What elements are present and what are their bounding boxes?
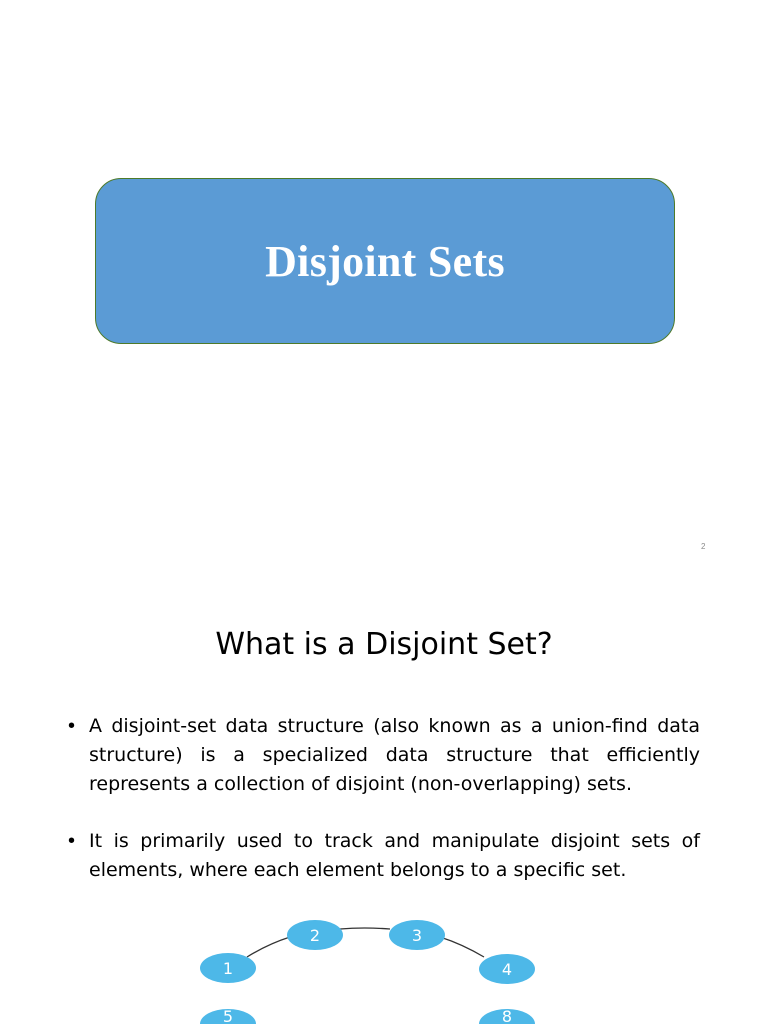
edge-1-2 — [247, 937, 290, 957]
bullet-item — [68, 712, 700, 799]
bullet-marker: • — [68, 715, 76, 737]
bullet-text: A disjoint-set data structure (also known as a union-find data structure) is a specialized data structure that efficiently represents a collection of disjoint (non-overlapping) sets. — [89, 715, 700, 795]
set-node — [389, 920, 445, 950]
bullet-item — [68, 827, 700, 885]
bullet-text: It is primarily used to track and manipulate disjoint sets of elements, where each element belongs to a specific set. — [89, 830, 700, 881]
bullet-list — [68, 712, 700, 913]
slide-heading: What is a Disjoint Set? — [215, 627, 553, 662]
node-label: 5 — [222, 1007, 234, 1024]
bullet-marker: • — [68, 830, 76, 852]
slide-title: Disjoint Sets — [265, 236, 505, 286]
node-label: 2 — [309, 926, 321, 945]
node-label: 8 — [501, 1007, 513, 1024]
set-diagram — [0, 915, 768, 1024]
node-label: 1 — [222, 959, 234, 978]
node-label: 4 — [501, 960, 513, 979]
edge-3-4 — [440, 937, 484, 957]
diagram-edges — [247, 928, 484, 957]
set-node — [479, 954, 535, 984]
node-label: 3 — [411, 926, 423, 945]
title-box — [95, 178, 675, 344]
edge-2-3 — [340, 928, 390, 929]
set-node — [200, 1007, 256, 1024]
diagram-nodes — [200, 920, 535, 1024]
page-number: 2 — [701, 542, 706, 551]
set-node — [200, 953, 256, 983]
content-slide — [0, 575, 768, 1024]
set-node — [287, 920, 343, 950]
set-node — [479, 1007, 535, 1024]
